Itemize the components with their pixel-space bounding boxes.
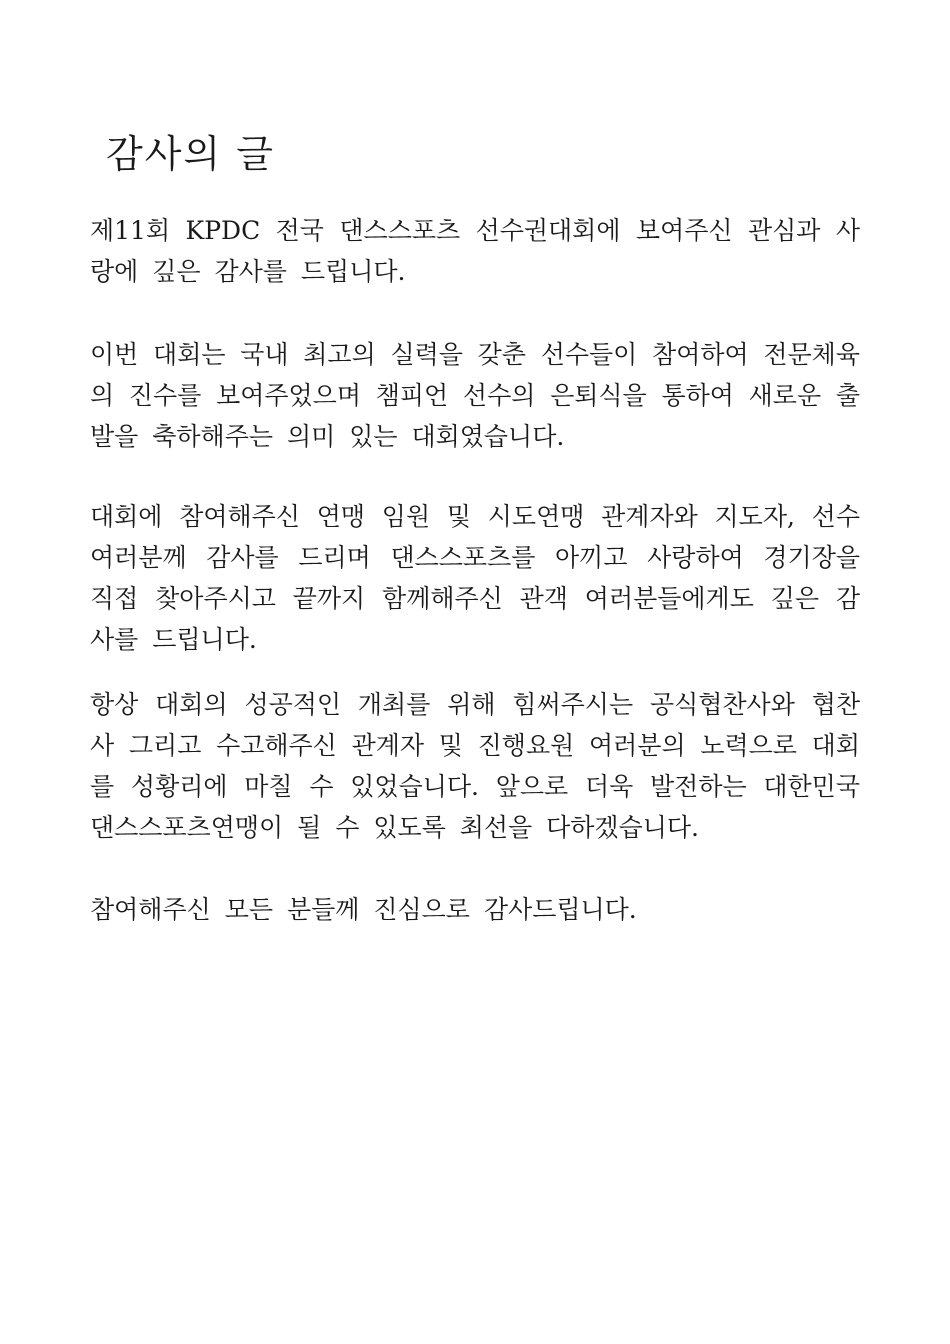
paragraph-thanks-sponsors: 항상 대회의 성공적인 개최를 위해 힘써주시는 공식협찬사와 협찬사 그리고 수고해주신 관계자 및 진행요원 여러분의 노력으로 대회를 성황리에 마칠 수 있었습니다. 앞으로 더욱 발전하는 대한민국댄스스포츠연맹이 될 수 있도록 최선을 다하겠습니다.: [90, 690, 860, 842]
paragraph-thanks-participants: 대회에 참여해주신 연맹 임원 및 시도연맹 관계자와 지도자, 선수 여러분께 감사를 드리며 댄스스포츠를 아끼고 사랑하여 경기장을 직접 찾아주시고 끝까지 함께해주신 관객 여러분들에게도 깊은 감사를 드립니다.: [90, 502, 860, 654]
paragraph-event-summary: 이번 대회는 국내 최고의 실력을 갖춘 선수들이 참여하여 전문체육의 진수를 보여주었으며 챔피언 선수의 은퇴식을 통하여 새로운 출발을 축하해주는 의미 있는 대회였습니다.: [90, 340, 860, 451]
paragraph-closing: 참여해주신 모든 분들께 진심으로 감사드립니다.: [90, 895, 637, 924]
page-title: 감사의 글: [106, 132, 275, 176]
paragraph-thanks-intro: 제11회 KPDC 전국 댄스스포츠 선수권대회에 보여주신 관심과 사랑에 깊은 감사를 드립니다.: [90, 216, 860, 286]
